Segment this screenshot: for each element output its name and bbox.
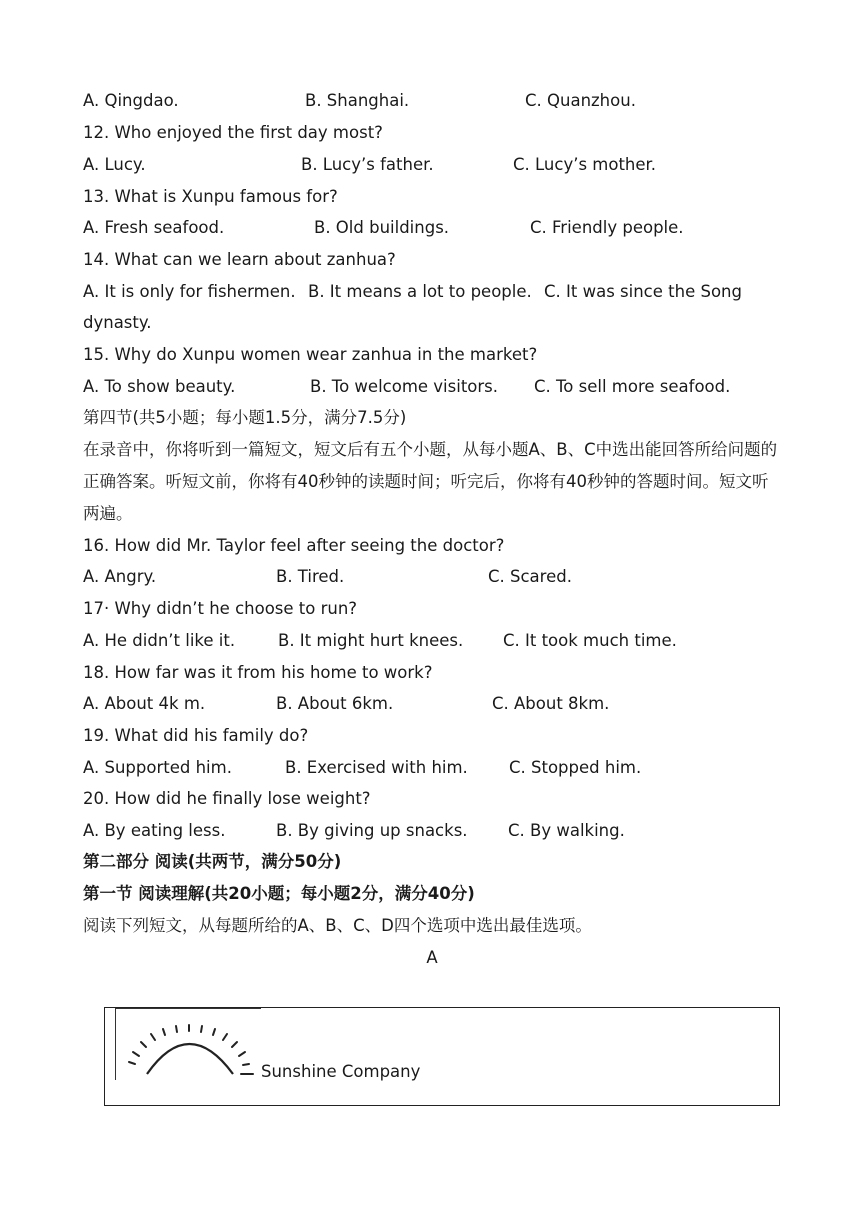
q17-option-c: C. It took much time. <box>503 631 677 650</box>
section4-instruction-line-3: 两遍。 <box>83 504 133 523</box>
q13-option-b: B. Old buildings. <box>314 218 450 237</box>
q16-question: 16. How did Mr. Taylor feel after seeing the doctor? <box>83 536 505 555</box>
q14-option-b: B. It means a lot to people. <box>308 282 532 301</box>
q11-option-b: B. Shanghai. <box>305 91 410 110</box>
q20-question: 20. How did he finally lose weight? <box>83 789 371 808</box>
q20-option-b: B. By giving up snacks. <box>276 821 468 840</box>
q14-option-c: C. It was since the Song <box>544 282 742 301</box>
q12-option-c: C. Lucy’s mother. <box>513 155 657 174</box>
passage-label: A <box>426 948 438 967</box>
q14-options <box>83 280 783 304</box>
q16-option-a: A. Angry. <box>83 567 157 586</box>
q15-option-c: C. To sell more seafood. <box>534 377 731 396</box>
q15-option-b: B. To welcome visitors. <box>310 377 499 396</box>
q17-option-b: B. It might hurt knees. <box>278 631 464 650</box>
q20-option-a: A. By eating less. <box>83 821 226 840</box>
sunshine-logo-icon <box>123 1020 255 1076</box>
q16-option-c: C. Scared. <box>488 567 572 586</box>
part2-section1-title: 第一节 阅读理解(共20小题；每小题2分，满分40分) <box>83 884 475 903</box>
q13-option-a: A. Fresh seafood. <box>83 218 225 237</box>
advertisement-box <box>104 1007 780 1106</box>
q12-options <box>83 153 783 177</box>
q18-option-b: B. About 6km. <box>276 694 394 713</box>
q15-options <box>83 375 783 399</box>
section4-instruction-line-2: 正确答案。听短文前，你将有40秒钟的读题时间；听完后，你将有40秒钟的答题时间。短文听 <box>83 472 769 491</box>
q12-question: 12. Who enjoyed the first day most? <box>83 123 383 142</box>
q20-option-c: C. By walking. <box>508 821 625 840</box>
q16-options <box>83 565 783 589</box>
box-inner-vertical-rule <box>115 1008 116 1080</box>
q12-option-a: A. Lucy. <box>83 155 146 174</box>
q19-option-b: B. Exercised with him. <box>285 758 468 777</box>
q19-option-a: A. Supported him. <box>83 758 232 777</box>
q13-option-c: C. Friendly people. <box>530 218 684 237</box>
company-name: Sunshine Company <box>261 1062 421 1081</box>
q13-question: 13. What is Xunpu famous for? <box>83 187 338 206</box>
q11-option-c: C. Quanzhou. <box>525 91 636 110</box>
q19-options <box>83 756 783 780</box>
q18-option-c: C. About 8km. <box>492 694 610 713</box>
q11-options <box>83 89 783 113</box>
part2-instruction: 阅读下列短文，从每题所给的A、B、C、D四个选项中选出最佳选项。 <box>83 916 592 935</box>
q20-options <box>83 819 783 843</box>
q15-option-a: A. To show beauty. <box>83 377 236 396</box>
q11-option-a: A. Qingdao. <box>83 91 179 110</box>
section4-instruction-line-1: 在录音中，你将听到一篇短文，短文后有五个小题，从每小题A、B、C中选出能回答所给问题的 <box>83 440 778 459</box>
q13-options <box>83 216 783 240</box>
q19-question: 19. What did his family do? <box>83 726 309 745</box>
q19-option-c: C. Stopped him. <box>509 758 642 777</box>
box-inner-horizontal-rule <box>115 1008 261 1009</box>
q17-option-a: A. He didn’t like it. <box>83 631 236 650</box>
q18-options <box>83 692 783 716</box>
q17-options <box>83 629 783 653</box>
q15-question: 15. Why do Xunpu women wear zanhua in the market? <box>83 345 538 364</box>
q16-option-b: B. Tired. <box>276 567 345 586</box>
q14-option-a: A. It is only for fishermen. <box>83 282 296 301</box>
section4-title: 第四节(共5小题；每小题1.5分，满分7.5分) <box>83 408 407 427</box>
part2-title: 第二部分 阅读(共两节，满分50分) <box>83 852 342 871</box>
q18-question: 18. How far was it from his home to work? <box>83 663 433 682</box>
q17-question: 17· Why didn’t he choose to run? <box>83 599 358 618</box>
q12-option-b: B. Lucy’s father. <box>301 155 434 174</box>
q14-option-c-continuation: dynasty. <box>83 313 152 332</box>
q18-option-a: A. About 4k m. <box>83 694 206 713</box>
q14-question: 14. What can we learn about zanhua? <box>83 250 396 269</box>
